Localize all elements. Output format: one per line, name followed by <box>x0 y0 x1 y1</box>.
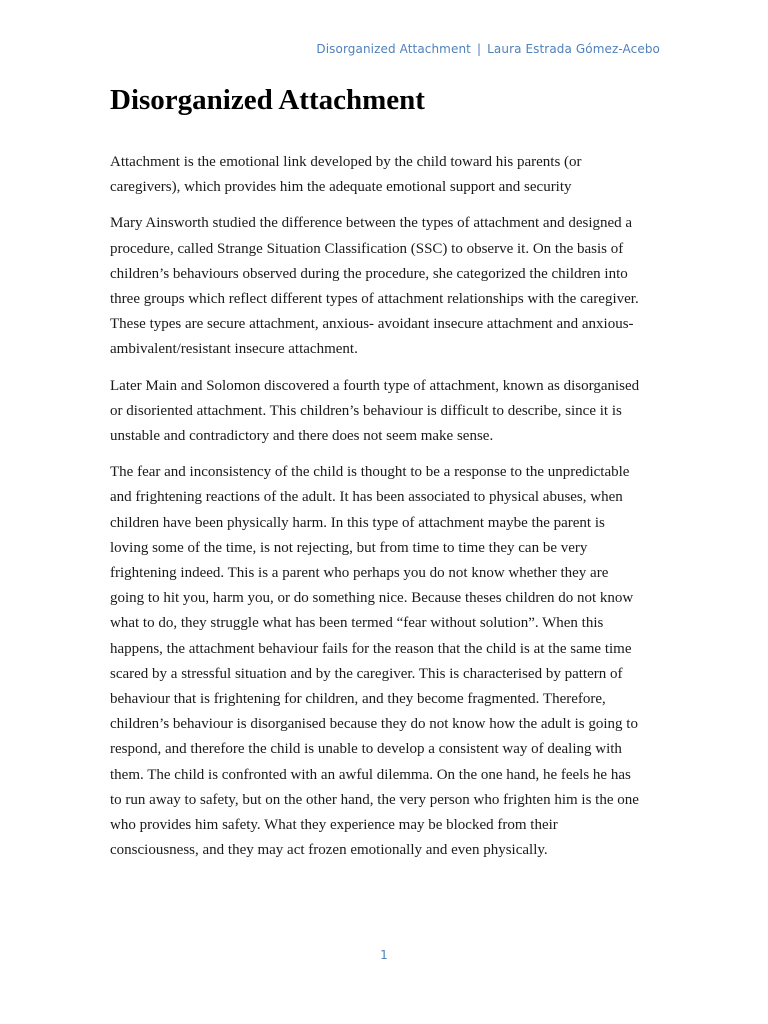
text-line: These types are secure attachment, anxious- avoidant insecure attachment and anxious- <box>110 316 634 333</box>
text-line: who provides him safety. What they experience may be blocked from their <box>110 817 558 834</box>
text-line: going to hit you, harm you, or do something nice. Because theses children do not know <box>110 590 634 607</box>
text-line: unstable and contradictory and there does not seem make sense. <box>110 428 494 445</box>
paragraph <box>110 211 658 362</box>
text-line: frightening indeed. This is a parent who perhaps you do not know whether they are <box>110 565 609 582</box>
text-line: loving some of the time, is not rejecting, but from time to time they can be very <box>110 539 588 556</box>
text-line: respond, and therefore the child is unable to develop a consistent way of dealing with <box>110 741 622 758</box>
page-number: 1 <box>380 948 388 962</box>
header-title: Disorganized Attachment <box>316 42 471 56</box>
text-line: three groups which reflect different types of attachment relationships with the caregiver. <box>110 291 639 308</box>
document-title: Disorganized Attachment <box>110 84 425 116</box>
text-line: or disoriented attachment. This children’s behaviour is difficult to describe, since it is <box>110 402 622 419</box>
text-line: The fear and inconsistency of the child is thought to be a response to the unpredictable <box>110 464 630 481</box>
running-header <box>316 42 660 56</box>
text-line: behaviour that is frightening for children, and they become fragmented. Therefore, <box>110 691 606 708</box>
text-line: consciousness, and they may act frozen emotionally and even physically. <box>110 842 548 859</box>
paragraph <box>110 374 658 450</box>
paragraph <box>110 460 658 863</box>
text-line: ambivalent/resistant insecure attachment. <box>110 341 358 358</box>
text-line: to run away to safety, but on the other hand, the very person who frighten him is the one <box>110 791 639 808</box>
text-line: children’s behaviours observed during the procedure, she categorized the children into <box>110 265 628 282</box>
text-line: what to do, they struggle what has been termed “fear without solution”. When this <box>110 615 604 632</box>
header-author: Laura Estrada Gómez-Acebo <box>487 42 660 56</box>
text-line: caregivers), which provides him the adequate emotional support and security <box>110 179 572 196</box>
text-line: them. The child is confronted with an awful dilemma. On the one hand, he feels he has <box>110 766 631 783</box>
text-line: happens, the attachment behaviour fails for the reason that the child is at the same time <box>110 640 632 657</box>
text-line: procedure, called Strange Situation Classification (SSC) to observe it. On the basis of <box>110 240 624 257</box>
text-line: Mary Ainsworth studied the difference between the types of attachment and designed a <box>110 215 633 232</box>
text-line: scared by a stressful situation and by the caregiver. This is characterised by pattern of <box>110 665 623 682</box>
paragraph <box>110 150 658 200</box>
header-separator: | <box>476 42 482 56</box>
text-line: Attachment is the emotional link developed by the child toward his parents (or <box>110 154 582 170</box>
text-line: Later Main and Solomon discovered a fourth type of attachment, known as disorganised <box>110 377 640 394</box>
text-line: children have been physically harm. In this type of attachment maybe the parent is <box>110 514 605 531</box>
text-line: and frightening reactions of the adult. It has been associated to physical abuses, when <box>110 489 623 506</box>
document-body <box>110 150 658 874</box>
text-line: children’s behaviour is disorganised because they do not know how the adult is going to <box>110 716 638 733</box>
